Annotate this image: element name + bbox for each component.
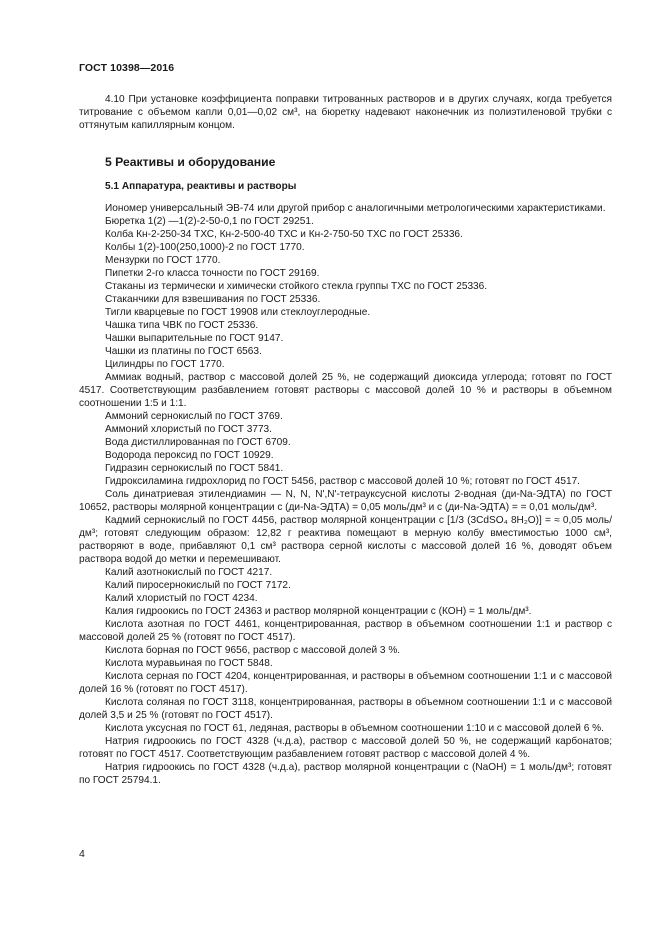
list-item: Колбы 1(2)-100(250,1000)-2 по ГОСТ 1770. — [105, 242, 305, 253]
list-item: Аммоний хлористый по ГОСТ 3773. — [105, 424, 272, 435]
list-item: Кислота серная по ГОСТ 4204, концентрированная, и растворы в объемном соотношении 1:1 и с массовой долей 16 % (готовят по ГОСТ 4517). — [79, 671, 612, 695]
reagent-list — [79, 202, 612, 787]
list-item: Вода дистиллированная по ГОСТ 6709. — [105, 437, 291, 448]
list-item: Бюретка 1(2) —1(2)-2-50-0,1 по ГОСТ 29251. — [105, 216, 314, 227]
list-item: Калий хлористый по ГОСТ 4234. — [105, 593, 258, 604]
list-item: Натрия гидроокись по ГОСТ 4328 (ч.д.а), раствор молярной концентрации с (NaOH) = 1 моль/дм³; готовят по ГОСТ 25794.1. — [79, 762, 612, 786]
list-item: Калий азотнокислый по ГОСТ 4217. — [105, 567, 273, 578]
list-item: Иономер универсальный ЭВ-74 или другой прибор с аналогичными метрологическими характеристиками. — [105, 203, 606, 214]
list-item: Кислота муравьиная по ГОСТ 5848. — [105, 658, 273, 669]
list-item: Чашки из платины по ГОСТ 6563. — [105, 346, 262, 357]
list-item: Калия гидроокись по ГОСТ 24363 и раствор молярной концентрации с (КОН) = 1 моль/дм³. — [105, 606, 532, 617]
document-body — [79, 93, 612, 787]
list-item: Чашки выпарительные по ГОСТ 9147. — [105, 333, 284, 344]
list-item: Калий пиросернокислый по ГОСТ 7172. — [105, 580, 291, 591]
list-item: Чашка типа ЧВК по ГОСТ 25336. — [105, 320, 259, 331]
list-item: Тигли кварцевые по ГОСТ 19908 или стеклоуглеродные. — [105, 307, 371, 318]
list-item: Гидразин сернокислый по ГОСТ 5841. — [105, 463, 284, 474]
list-item: Пипетки 2-го класса точности по ГОСТ 29169. — [105, 268, 320, 279]
list-item: Кислота уксусная по ГОСТ 61, ледяная, растворы в объемном соотношении 1:10 и с массовой долей 6 %. — [105, 723, 604, 734]
list-item: Натрия гидроокись по ГОСТ 4328 (ч.д.а), раствор с массовой долей 50 %, не содержащий карбонатов; готовят по ГОСТ 4517. Соответствующим разбавлением готовят раствор с массовой долей 4 %. — [79, 736, 612, 760]
list-item: Водорода пероксид по ГОСТ 10929. — [105, 450, 274, 461]
list-item: Соль динатриевая этилендиамин — N, N, N',N'-тетрауксусной кислоты 2-водная (ди-Na-ЭДТА) по ГОСТ 10652, растворы молярной концентрации с (ди-Na-ЭДТА) = 0,05 моль/дм³ и с (ди-Na-ЭДТА) = = 0,01 моль/дм³. — [79, 489, 612, 513]
list-item: Гидроксиламина гидрохлорид по ГОСТ 5456, раствор с массовой долей 10 %; готовят по ГОСТ 4517. — [105, 476, 580, 487]
list-item: Аммоний сернокислый по ГОСТ 3769. — [105, 411, 283, 422]
list-item: Кадмий сернокислый по ГОСТ 4456, раствор молярной концентрации с [1/3 (3CdSO₄ 8H₂O)] = ≈ 0,05 моль/дм³; готовят следующим образом: 12,82 г реактива помещают в мерную колбу вместимостью 1000 см³, растворяют в воде, прибавляют 0,1 см³ раствора серной кислоты с массовой долей 16 %, доводят объем раствора водой до метки и перемешивают. — [79, 515, 612, 565]
list-item: Стаканы из термически и химически стойкого стекла группы ТХС по ГОСТ 25336. — [105, 281, 488, 292]
paragraph-4-10: 4.10 При установке коэффициента поправки титрованных растворов и в других случаях, когда требуется титрование с объемом капли 0,01—0,02 см³, на бюретку надевают наконечник из полиэтиленовой трубки с оттянутым капиллярным концом. — [79, 94, 612, 131]
list-item: Кислота борная по ГОСТ 9656, раствор с массовой долей 3 %. — [105, 645, 401, 656]
list-item: Аммиак водный, раствор с массовой долей 25 %, не содержащий диоксида углерода; готовят по ГОСТ 4517. Соответствующим разбавлением готовят растворы с массовой долей 10 % и растворы в объемном соотношении 1:5 и 1:1. — [79, 372, 612, 409]
list-item: Стаканчики для взвешивания по ГОСТ 25336. — [105, 294, 321, 305]
list-item: Мензурки по ГОСТ 1770. — [105, 255, 221, 266]
list-item: Цилиндры по ГОСТ 1770. — [105, 359, 225, 370]
document-header: ГОСТ 10398—2016 — [79, 62, 175, 74]
page-number: 4 — [79, 848, 85, 860]
list-item: Кислота азотная по ГОСТ 4461, концентрированная, раствор в объемном соотношении 1:1 и раствор с массовой долей 25 % (готовят по ГОСТ 4517). — [79, 619, 612, 643]
list-item: Колба Кн-2-250-34 ТХС, Кн-2-500-40 ТХС и Кн-2-750-50 ТХС по ГОСТ 25336. — [105, 229, 463, 240]
list-item: Кислота соляная по ГОСТ 3118, концентрированная, растворы в объемном соотношении 1:1 и с массовой долей 3,5 и 25 % (готовят по ГОСТ 4517). — [79, 697, 612, 721]
subsection-title: 5.1 Аппаратура, реактивы и растворы — [105, 181, 297, 192]
section-title: 5 Реактивы и оборудование — [105, 155, 276, 169]
